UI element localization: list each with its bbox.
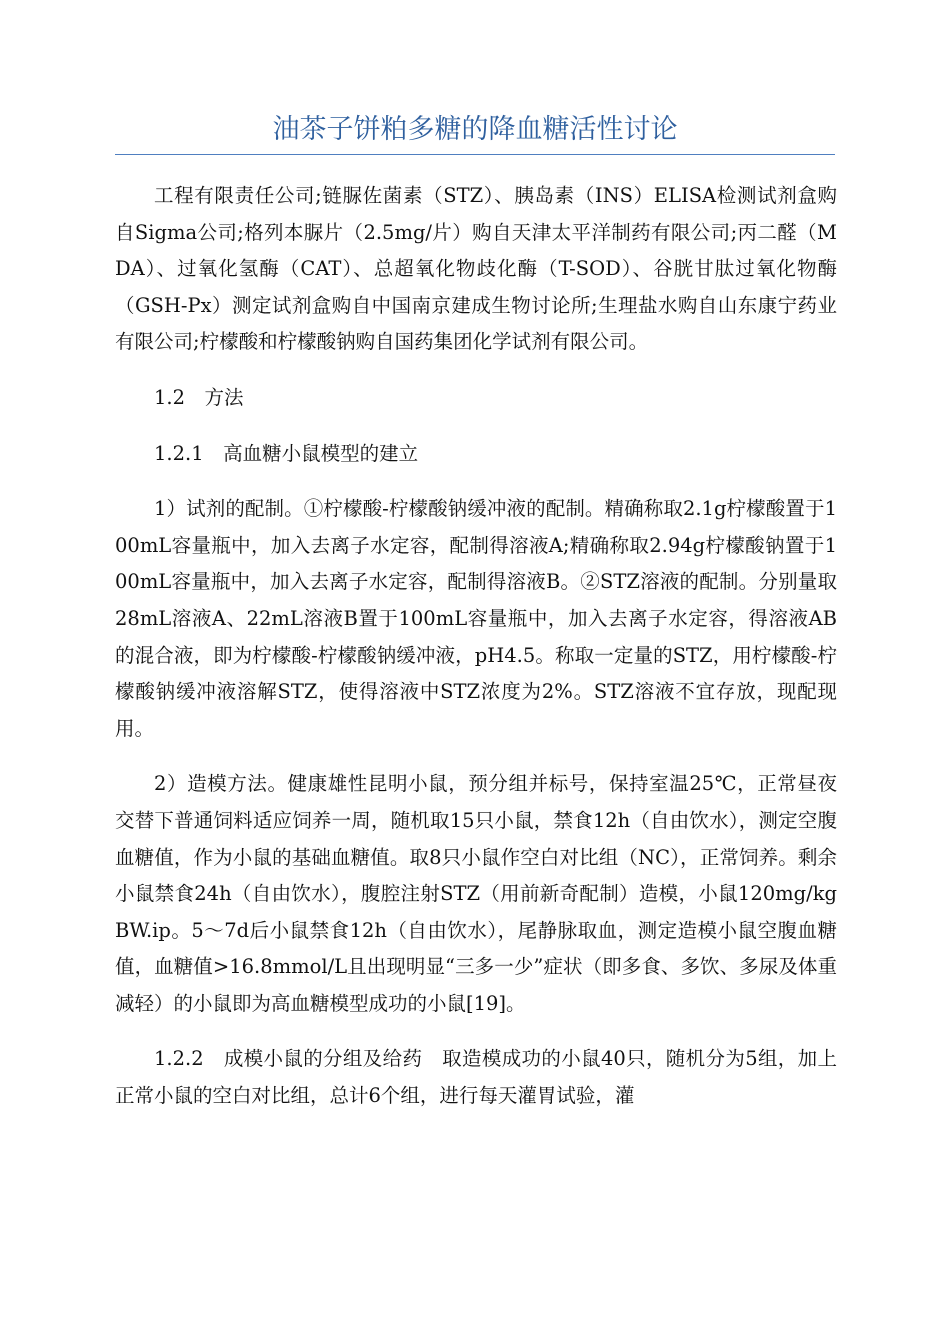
paragraph-grouping: 1.2.2 成模小鼠的分组及给药 取造模成功的小鼠40只，随机分为5组，加上正常小鼠的空白对比组，总计6个组，进行每天灌胃试验，灌 xyxy=(115,1047,837,1108)
subsection-heading-model: 1.2.1 高血糖小鼠模型的建立 xyxy=(154,441,419,465)
section-heading-methods: 1.2 方法 xyxy=(154,385,244,409)
paragraph-materials: 工程有限责任公司;链脲佐菌素（STZ）、胰岛素（INS）ELISA检测试剂盒购自Sigma公司;格列本脲片（2.5mg/片）购自天津太平洋制药有限公司;丙二醛（MDA）、过氧化氢酶（CAT）、总超氧化物歧化酶（T-SOD）、谷胱甘肽过氧化物酶（GSH-Px）测定试剂盒购自中国南京建成生物讨论所;生理盐水购自山东康宁药业有限公司;柠檬酸和柠檬酸钠购自国药集团化学试剂有限公司。 xyxy=(115,184,837,354)
paragraph-modeling-method: 2）造模方法。健康雄性昆明小鼠，预分组并标号，保持室温25℃，正常昼夜交替下普通饲料适应饲养一周，随机取15只小鼠，禁食12h（自由饮水），测定空腹血糖值，作为小鼠的基础血糖值。取8只小鼠作空白对比组（NC），正常饲养。剩余小鼠禁食24h（自由饮水），腹腔注射STZ（用前新奇配制）造模，小鼠120mg/kgBW.ip。5～7d后小鼠禁食12h（自由饮水），尾静脉取血，测定造模小鼠空腹血糖值，血糖值>16.8mmol/L且出现明显“三多一少”症状（即多食、多饮、多尿及体重减轻）的小鼠即为高血糖模型成功的小鼠[19]。 xyxy=(115,772,837,1015)
title-underline xyxy=(115,154,835,155)
document-title: 油茶子饼粕多糖的降血糖活性讨论 xyxy=(272,114,678,145)
paragraph-reagent-prep: 1）试剂的配制。①柠檬酸-柠檬酸钠缓冲液的配制。精确称取2.1g柠檬酸置于100mL容量瓶中，加入去离子水定容，配制得溶液A;精确称取2.94g柠檬酸钠置于100mL容量瓶中，加入去离子水定容，配制得溶液B。②STZ溶液的配制。分别量取28mL溶液A、22mL溶液B置于100mL容量瓶中，加入去离子水定容，得溶液AB的混合液，即为柠檬酸-柠檬酸钠缓冲液，pH4.5。称取一定量的STZ，用柠檬酸-柠檬酸钠缓冲液溶解STZ，使得溶液中STZ浓度为2%。STZ溶液不宜存放，现配现用。 xyxy=(115,497,837,740)
document-body xyxy=(115,178,837,1115)
